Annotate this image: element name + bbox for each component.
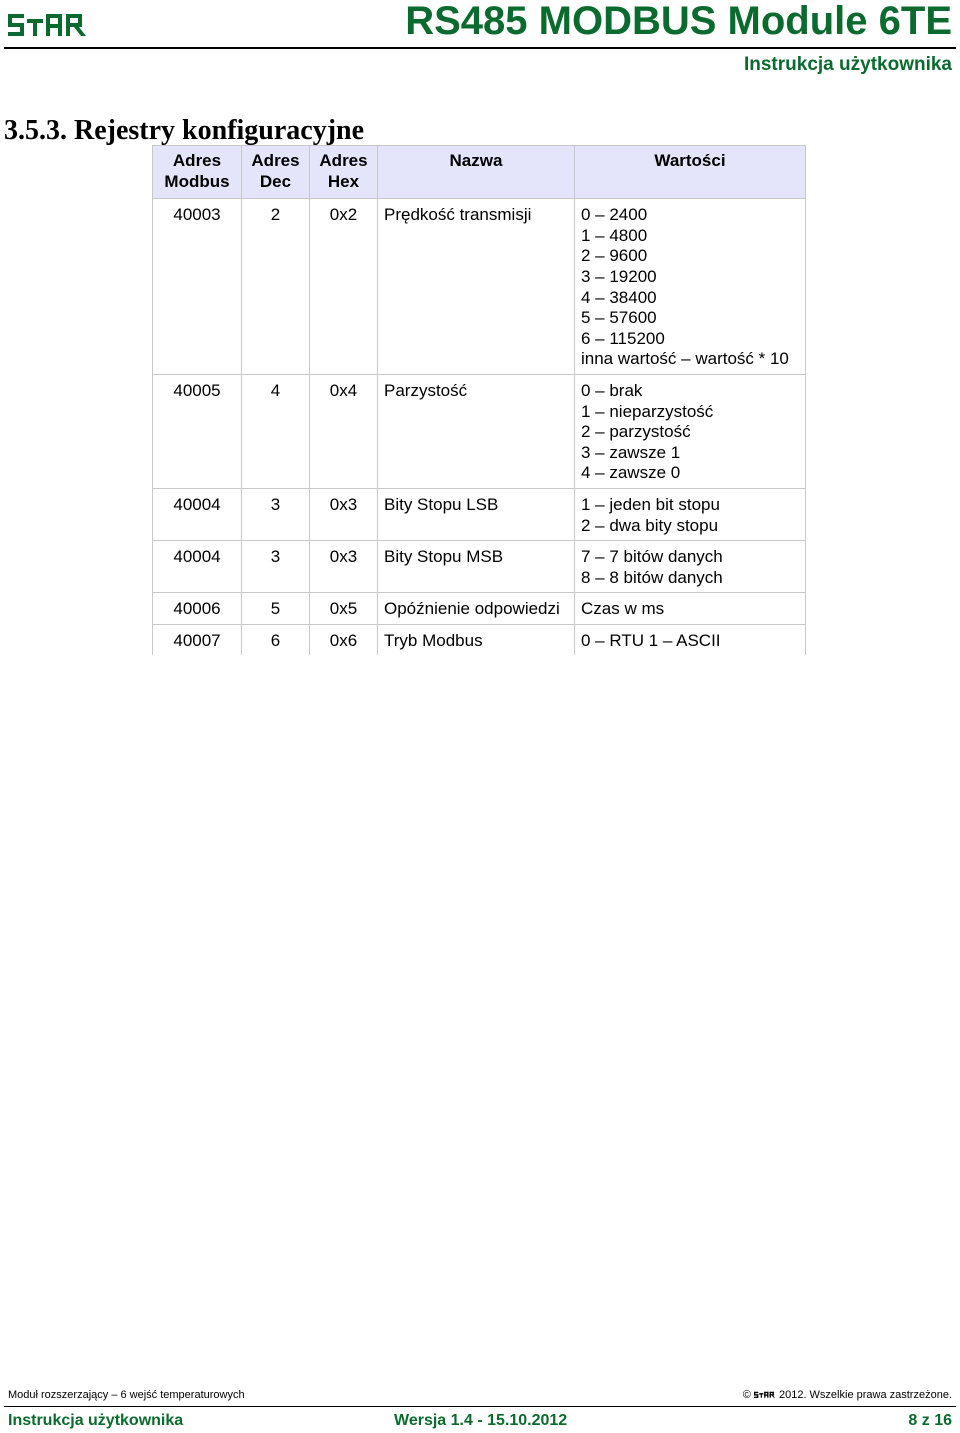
header-line: Hex <box>327 171 360 191</box>
value-line: 2 – 9600 <box>581 246 648 266</box>
section-heading: 3.5.3. Rejestry konfiguracyjne <box>4 115 365 146</box>
header-line: Adres <box>251 151 300 170</box>
cell-modbus-address: 40007 <box>153 624 242 655</box>
cell-modbus-address: 40004 <box>153 541 242 593</box>
cell-modbus-address: 40005 <box>153 374 242 488</box>
value-line: 5 – 57600 <box>581 308 657 328</box>
value-line: 2 – parzystość <box>581 422 691 442</box>
footer-version: Wersja 1.4 - 15.10.2012 <box>394 1412 568 1429</box>
cell-dec-address: 4 <box>242 374 310 488</box>
value-line: 3 – 19200 <box>581 266 657 286</box>
cell-values <box>575 199 806 375</box>
cell-hex-address: 0x2 <box>310 199 378 375</box>
cell-dec-address: 5 <box>242 593 310 625</box>
cell-modbus-address: 40006 <box>153 593 242 625</box>
header-line: Dec <box>259 171 292 191</box>
header-line: Wartości <box>654 151 726 170</box>
value-line: 8 – 8 bitów danych <box>581 567 723 587</box>
cell-name: Tryb Modbus <box>378 624 575 655</box>
table-row <box>153 374 806 488</box>
star-logo <box>8 10 90 42</box>
cell-dec-address: 3 <box>242 488 310 540</box>
value-line: 1 – jeden bit stopu <box>581 494 720 514</box>
copyright-text: 2012. Wszelkie prawa zastrzeżone. <box>778 1389 952 1401</box>
header-values <box>575 146 806 199</box>
cell-name: Parzystość <box>378 374 575 488</box>
header-divider <box>4 47 956 49</box>
header-line: Nazwa <box>449 151 503 170</box>
table-row <box>153 624 806 655</box>
cell-values <box>575 374 806 488</box>
cell-dec-address: 3 <box>242 541 310 593</box>
value-line: 2 – dwa bity stopu <box>581 515 719 535</box>
header-line: Modbus <box>164 171 230 191</box>
value-line: 7 – 7 bitów danych <box>581 547 723 567</box>
value-line: 4 – zawsze 0 <box>581 463 681 483</box>
value-line: 0 – RTU 1 – ASCII <box>581 630 721 650</box>
copyright-symbol: © <box>742 1389 751 1401</box>
cell-hex-address: 0x5 <box>310 593 378 625</box>
cell-hex-address: 0x6 <box>310 624 378 655</box>
cell-hex-address: 0x3 <box>310 488 378 540</box>
value-line: 3 – zawsze 1 <box>581 442 681 462</box>
header-modbus-address <box>153 146 242 199</box>
table-row <box>153 199 806 375</box>
value-line: Czas w ms <box>581 599 665 619</box>
value-line: 1 – nieparzystość <box>581 401 714 421</box>
table-row <box>153 593 806 625</box>
header-dec-address <box>242 146 310 199</box>
value-line: 4 – 38400 <box>581 287 657 307</box>
header-hex-address <box>310 146 378 199</box>
cell-values <box>575 624 806 655</box>
cell-name: Prędkość transmisji <box>378 199 575 375</box>
header-line: Adres <box>172 151 222 170</box>
value-line: inna wartość – wartość * 10 <box>581 349 789 369</box>
document-title: RS485 MODBUS Module 6TE <box>405 0 952 43</box>
footer-divider <box>4 1406 956 1407</box>
value-line: 0 – 2400 <box>581 205 648 225</box>
cell-modbus-address: 40003 <box>153 199 242 375</box>
value-line: 1 – 4800 <box>581 225 648 245</box>
cell-hex-address: 0x4 <box>310 374 378 488</box>
value-line: 0 – brak <box>581 380 643 400</box>
cell-hex-address: 0x3 <box>310 541 378 593</box>
footer-copyright <box>743 1389 952 1401</box>
footer-page-number: 8 z 16 <box>908 1412 952 1429</box>
cell-name: Bity Stopu MSB <box>378 541 575 593</box>
cell-modbus-address: 40004 <box>153 488 242 540</box>
cell-values <box>575 541 806 593</box>
cell-values <box>575 488 806 540</box>
document-subtitle: Instrukcja użytkownika <box>743 54 952 75</box>
cell-dec-address: 2 <box>242 199 310 375</box>
cell-values <box>575 593 806 625</box>
footer-manual-label: Instrukcja użytkownika <box>8 1412 184 1429</box>
header-line: Adres <box>319 151 368 170</box>
table-row <box>153 541 806 593</box>
cell-dec-address: 6 <box>242 624 310 655</box>
footer-module-description: Moduł rozszerzający – 6 wejść temperaturowych <box>8 1389 245 1401</box>
header-name <box>378 146 575 199</box>
table-row <box>153 488 806 540</box>
config-registers-table <box>152 145 806 655</box>
cell-name: Opóźnienie odpowiedzi <box>378 593 575 625</box>
cell-name: Bity Stopu LSB <box>378 488 575 540</box>
table-header-row <box>153 146 806 199</box>
value-line: 6 – 115200 <box>581 328 665 348</box>
star-mini-logo <box>754 1390 776 1400</box>
